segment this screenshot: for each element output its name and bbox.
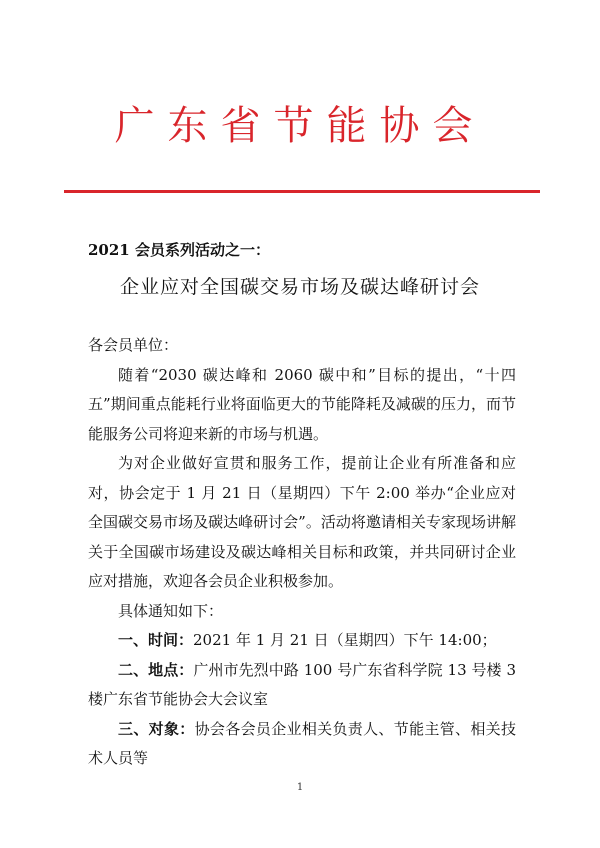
item-label: 一、时间： — [118, 631, 194, 649]
paragraph-event-announcement: 为对企业做好宣贯和服务工作，提前让企业有所准备和应对，协会定于 1 月 21 日（星期四）下午 2:00 举办“企业应对全国碳交易市场及碳达峰研讨会”。活动将邀请相关专家现场讲解关于全国碳市场建设及碳达峰相关目标和政策，并共同研讨企业应对措施，欢迎各会员企业积极参加。 — [88, 454, 516, 590]
document-title: 企业应对全国碳交易市场及碳达峰研讨会 — [119, 276, 480, 298]
notice-intro: 具体通知如下： — [118, 601, 224, 620]
header-divider — [64, 190, 540, 193]
item-label: 二、地点： — [118, 660, 194, 679]
organization-title: 广东省节能协会 — [114, 103, 486, 149]
paragraph-background: 随着“2030 碳达峰和 2060 碳中和”目标的提出，“十四五”期间重点能耗行业将面临更大的节能降耗及减碳的压力，而节能服务公司将迎来新的市场与机遇。 — [88, 365, 516, 443]
series-label: 2021 会员系列活动之一： — [88, 241, 270, 259]
item-text: 广州市先烈中路 100 号广东省科学院 13 号楼 3 楼广东省节能协会大会议室 — [88, 660, 516, 708]
salutation: 各会员单位： — [88, 336, 179, 354]
notice-item-time — [88, 626, 516, 656]
notice-item-location — [88, 656, 516, 715]
item-text: 2021 年 1 月 21 日（星期四）下午 14:00； — [193, 631, 497, 649]
item-text: 协会各会员企业相关负责人、节能主管、相关技术人员等 — [88, 719, 516, 767]
notice-item-audience — [88, 715, 516, 774]
item-label: 三、对象： — [118, 719, 195, 738]
page-number: 1 — [296, 782, 304, 793]
document-body — [88, 331, 516, 774]
